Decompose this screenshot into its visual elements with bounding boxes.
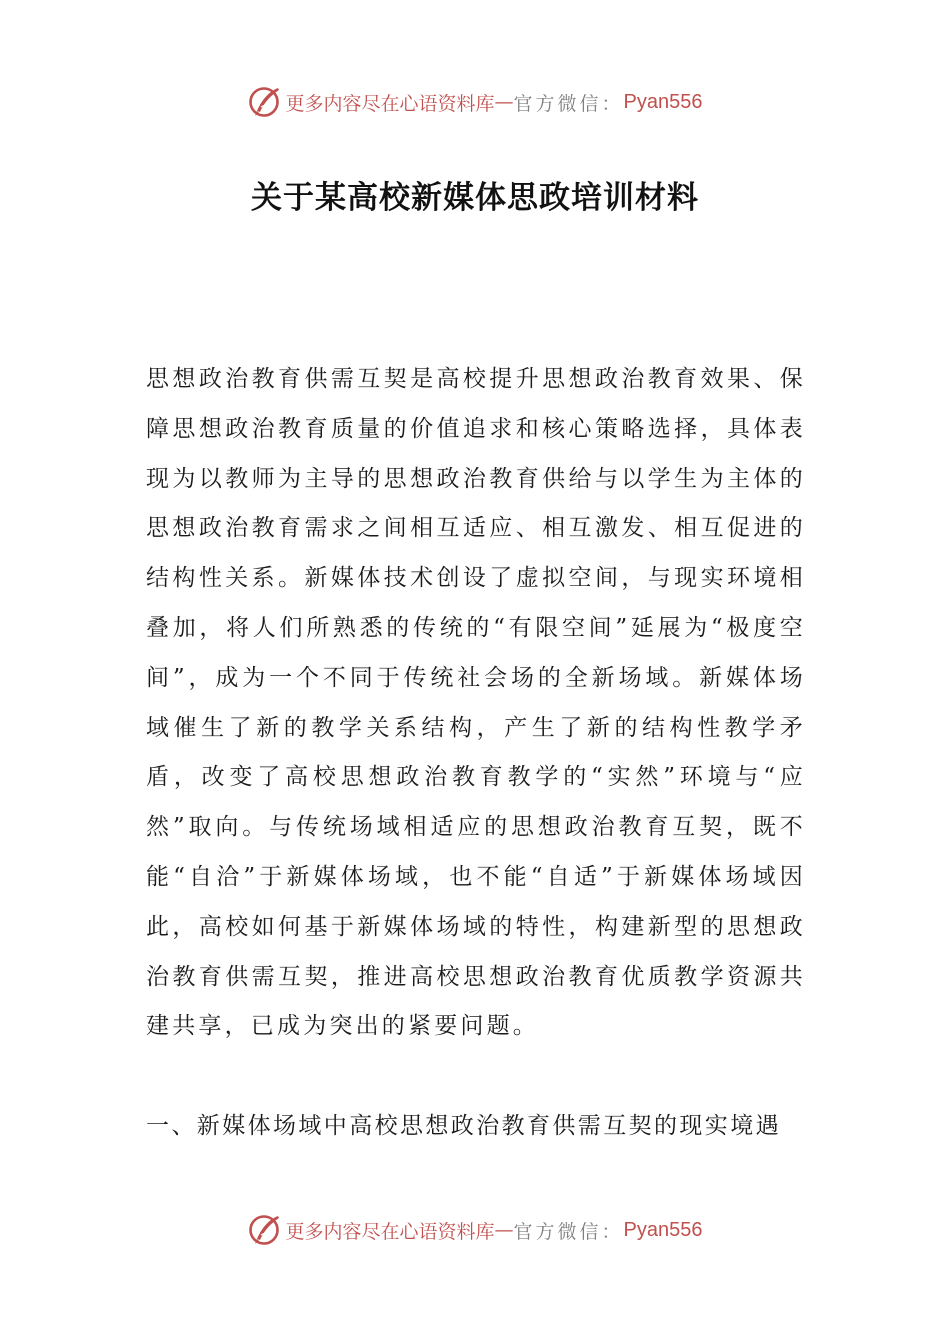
footer-official-label: 官方微信： — [513, 1220, 624, 1243]
body-paragraph: 思想政治教育供需互契是高校提升思想政治教育效果、保障思想政治教育质量的价值追求和核心策略选择，具体表现为以教师为主导的思想政治教育供给与以学生为主体的思想政治教育需求之间相互适应、相互激发、相互促进的结构性关系。新媒体技术创设了虚拟空间，与现实环境相叠加，将人们所熟悉的传统的“有限空间”延展为“极度空间”，成为一个不同于传统社会场的全新场域。新媒体场域催生了新的教学关系结构，产生了新的结构性教学矛盾，改变了高校思想政治教育教学的“实然”环境与“应然”取向。与传统场域相适应的思想政治教育互契，既不能“自洽”于新媒体场域，也不能“自适”于新媒体场域因此，高校如何基于新媒体场域的特性，构建新型的思想政治教育供需互契，推进高校思想政治教育优质教学资源共建共享，已成为突出的紧要问题。 — [146, 366, 806, 1040]
banner-wechat-id: Pyan556 — [623, 90, 703, 113]
quill-pen-logo-icon — [248, 85, 282, 119]
banner-separator: — — [494, 91, 514, 113]
footer-banner — [0, 1210, 950, 1250]
banner-official-label: 官方微信： — [513, 92, 624, 115]
quill-pen-logo-icon — [248, 1213, 282, 1247]
document-title: 关于某高校新媒体思政培训材料 — [251, 180, 699, 216]
footer-wechat-id: Pyan556 — [623, 1218, 703, 1241]
footer-separator: — — [494, 1219, 514, 1241]
section-heading: 一、新媒体场域中高校思想政治教育供需互契的现实境遇 — [146, 1113, 781, 1139]
banner-brand-text: 更多内容尽在心语资料库 — [285, 92, 495, 115]
header-banner — [0, 82, 950, 122]
footer-brand-text: 更多内容尽在心语资料库 — [285, 1220, 495, 1243]
